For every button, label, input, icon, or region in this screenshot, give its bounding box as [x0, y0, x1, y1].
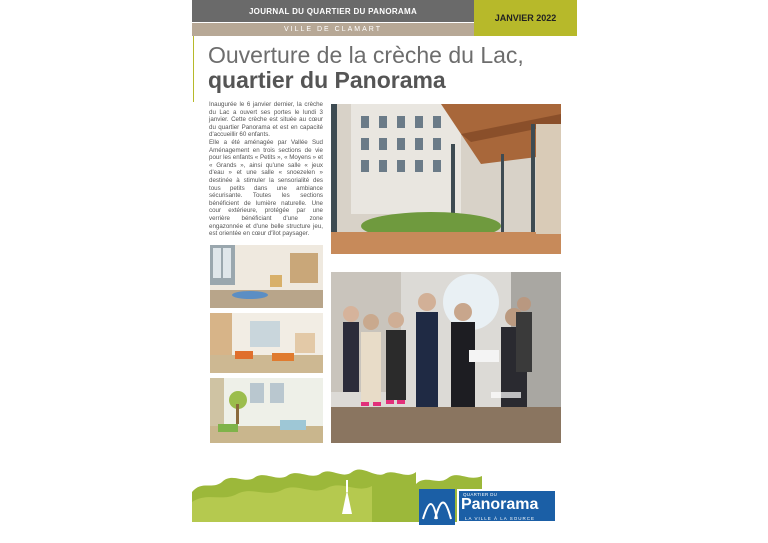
interior-photo-3	[210, 378, 323, 443]
article-title-line1: Ouverture de la crèche du Lac,	[208, 42, 524, 68]
logo-small-text: QUARTIER DU	[463, 492, 498, 497]
journal-title: JOURNAL DU QUARTIER DU PANORAMA	[192, 0, 474, 22]
inauguration-photo	[331, 272, 561, 443]
article-paragraph-2: Elle a été aménagée par Vallée Sud Aménagement en trois sections de vie pour les enfants « Petits », « Moyens » et « Grands », ainsi qu'une salle « jeux d'eau » et une salle « snoezelen » destinée à stimuler la sensorialité des tous petits dans une ambiance sécurisante. Toutes les sections bénéficient de lumière naturelle. Une cour extérieure, protégée par une verrière bénéficiant d'une zone engazonnée et d'une belle structure jeu, est orientée en cœur d'îlot paysager.	[209, 138, 323, 238]
article-body	[209, 101, 323, 238]
article-title-line2: quartier du Panorama	[208, 67, 446, 93]
accent-line	[193, 36, 194, 102]
logo-tagline: LA VILLE À LA SOURCE	[465, 516, 536, 521]
article-paragraph-1: Inaugurée le 6 janvier dernier, la crèche du Lac a ouvert ses portes le lundi 3 janvier. Cette crèche est située au cœur du quartier Panorama et est en capacité d'accueillir 60 enfants.	[209, 101, 323, 139]
courtyard-photo	[331, 104, 561, 254]
city-name: VILLE DE CLAMART	[192, 23, 474, 36]
interior-photo-2	[210, 313, 323, 373]
logo-wordmark	[457, 489, 557, 523]
issue-date: JANVIER 2022	[474, 0, 577, 36]
interior-photo-1	[210, 245, 323, 308]
logo-main-text: Panorama	[461, 496, 539, 513]
logo-emblem-icon	[419, 489, 455, 525]
panorama-logo	[417, 487, 557, 527]
